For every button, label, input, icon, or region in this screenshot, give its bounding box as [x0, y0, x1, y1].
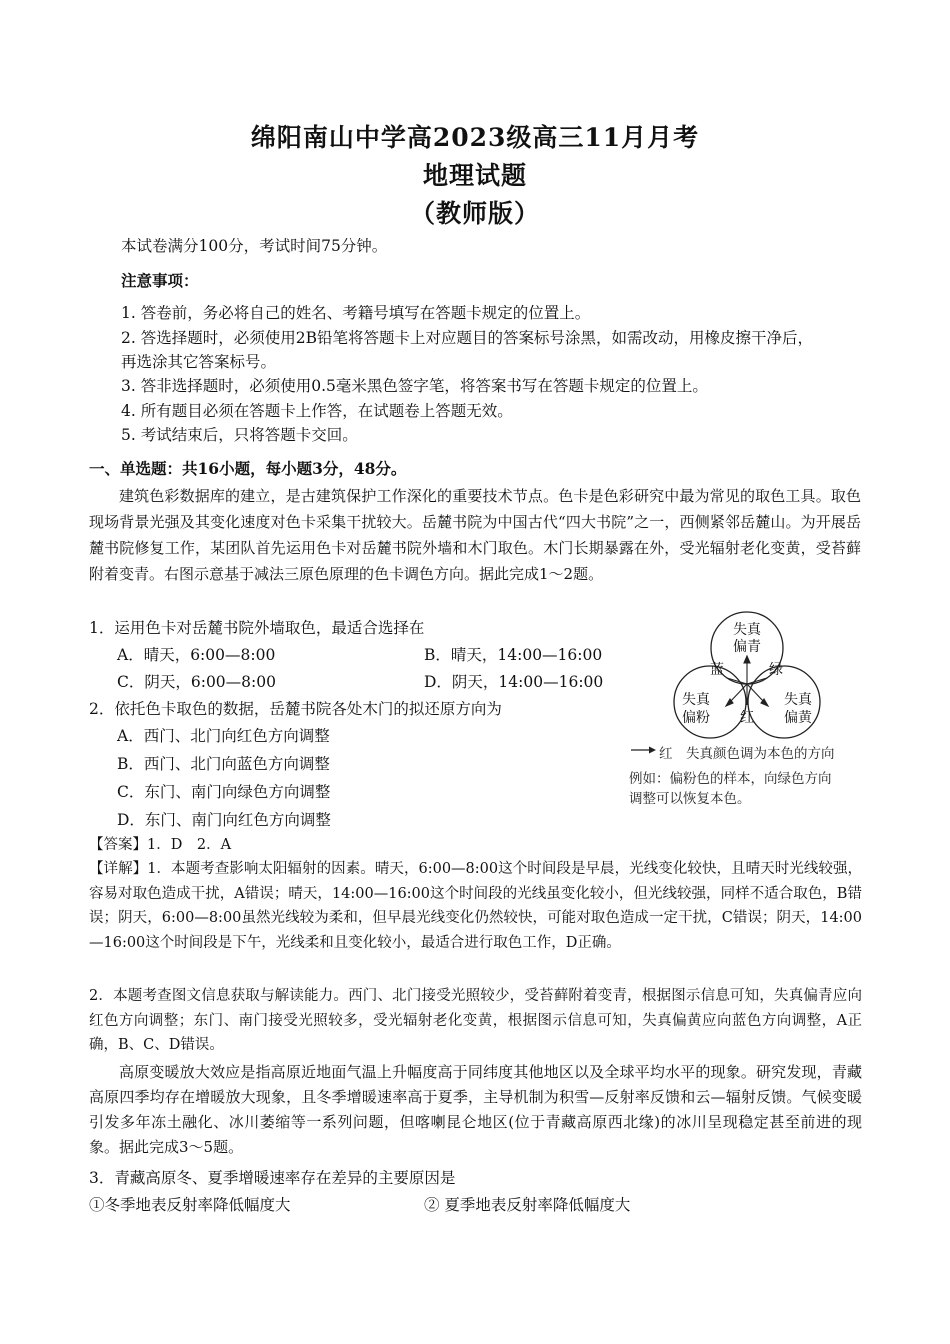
- question-2-option-a: A．西门、北门向红色方向调整: [117, 727, 330, 745]
- answer-key: 【答案】1．D 2．A: [89, 837, 232, 853]
- passage-1: 建筑色彩数据库的建立，是古建筑保护工作深化的重要技术节点。色卡是色彩研究中最为常见的取色工具。取色现场背景光强及其变化速度对色卡采集干扰较大。岳麓书院为中国古代“四大书院”之一，西侧紧邻岳麓山。为开展岳麓书院修复工作，某团队首先运用色卡对岳麓书院外墙和木门取色。木门长期暴露在外，受光辐射老化变黄，受苔藓附着变青。右图示意基于减法三原色原理的色卡调色方向。据此完成1～2题。: [89, 487, 861, 583]
- legend-arrow-label: 红: [659, 746, 673, 762]
- label-top-1: 失真: [733, 622, 761, 638]
- passage-2: 高原变暖放大效应是指高原近地面气温上升幅度高于同纬度其他地区以及全球平均水平的现象。研究发现，青藏高原四季均存在增暖放大现象，且冬季增暖速率高于夏季，主导机制为积雪—反射率反馈和云—辐射反馈。气候变暖引发多年冻土融化、冰川萎缩等一系列问题，但喀喇昆仑地区(位于青藏高原西北缘)的冰川呈现稳定甚至前进的现象。据此完成3～5题。: [89, 1063, 862, 1156]
- label-blue: 蓝: [710, 662, 724, 678]
- label-top-2: 偏青: [733, 639, 761, 655]
- notice-item-5: 5. 考试结束后，只将答题卡交回。: [121, 426, 358, 444]
- exam-intro: 本试卷满分100分，考试时间75分钟。: [121, 237, 388, 255]
- label-right-1: 失真: [784, 692, 812, 708]
- notice-item-2-cont: 再选涂其它答案标号。: [121, 353, 277, 371]
- arrow-left: [729, 684, 747, 703]
- question-1-option-b: B．晴天，14:00—16:00: [424, 646, 603, 664]
- arrow-right: [747, 684, 765, 703]
- exam-edition: （教师版）: [409, 199, 540, 228]
- exam-title: 绵阳南山中学高2023级高三11月月考: [250, 123, 700, 152]
- arrow-up-head: [744, 656, 750, 663]
- question-2-option-b: B．西门、北门向蓝色方向调整: [117, 755, 330, 773]
- section-heading: 一、单选题：共16小题，每小题3分，48分。: [89, 459, 407, 478]
- figure-example-line-1: 例如：偏粉色的样本，向绿色方向: [629, 771, 832, 787]
- exam-subject: 地理试题: [422, 161, 527, 190]
- notice-item-3: 3. 答非选择题时，必须使用0.5毫米黑色签字笔，将答案书写在答题卡规定的位置上。: [121, 377, 708, 395]
- question-1-stem: 1．运用色卡对岳麓书院外墙取色，最适合选择在: [89, 619, 425, 637]
- question-3-option-1: ①冬季地表反射率降低幅度大: [89, 1196, 291, 1214]
- label-red: 红: [740, 710, 754, 726]
- question-1-option-a: A．晴天，6:00—8:00: [117, 646, 276, 664]
- question-1-option-d: D．阴天，14:00—16:00: [424, 673, 604, 691]
- color-card-venn-diagram: [626, 610, 866, 745]
- notice-item-4: 4. 所有题目必须在答题卡上作答，在试题卷上答题无效。: [121, 402, 513, 420]
- legend-text: 失真颜色调为本色的方向: [686, 746, 835, 762]
- question-3-stem: 3．青藏高原冬、夏季增暖速率存在差异的主要原因是: [89, 1169, 456, 1187]
- explanation-2: 2．本题考查图文信息获取与解读能力。西门、北门接受光照较少，受苔藓附着变青，根据图示信息可知，失真偏青应向红色方向调整；东门、南门接受光照较多，受光辐射老化变黄，根据图示信息可知，失真偏黄应向蓝色方向调整，A正确，B、C、D错误。: [89, 988, 862, 1053]
- label-left-1: 失真: [682, 692, 710, 708]
- label-left-2: 偏粉: [682, 710, 710, 726]
- figure-example-line-2: 调整可以恢复本色。: [629, 791, 751, 807]
- explanation-1: 【详解】1．本题考查影响太阳辐射的因素。晴天，6:00—8:00这个时间段是早晨，光线变化较快，且晴天时光线较强，容易对取色造成干扰，A错误；晴天，14:00—16:00这个时间段的光线虽变化较小，但光线较强，同样不适合取色，B错误；阴天，6:00—8:00虽然光线较为柔和，但早晨光线变化仍然较快，可能对取色造成一定干扰，C错误；阴天，14:00—16:00这个时间段是下午，光线柔和且变化较小，最适合进行取色工作，D正确。: [89, 861, 862, 951]
- notice-heading: 注意事项：: [121, 271, 199, 290]
- legend-arrow-icon: [630, 744, 658, 756]
- notice-item-2: 2. 答选择题时，必须使用2B铅笔将答题卡上对应题目的答案标号涂黑，如需改动，用橡皮擦干净后，: [121, 329, 813, 347]
- question-2-stem: 2．依托色卡取色的数据，岳麓书院各处木门的拟还原方向为: [89, 700, 502, 718]
- label-right-2: 偏黄: [784, 710, 812, 726]
- question-2-option-d: D．东门、南门向红色方向调整: [117, 811, 331, 829]
- label-green: 绿: [769, 662, 783, 678]
- question-2-option-c: C．东门、南门向绿色方向调整: [117, 783, 331, 801]
- notice-item-1: 1. 答卷前，务必将自己的姓名、考籍号填写在答题卡规定的位置上。: [121, 304, 591, 322]
- question-1-option-c: C．阴天，6:00—8:00: [117, 673, 276, 691]
- question-3-option-2: ② 夏季地表反射率降低幅度大: [424, 1196, 631, 1214]
